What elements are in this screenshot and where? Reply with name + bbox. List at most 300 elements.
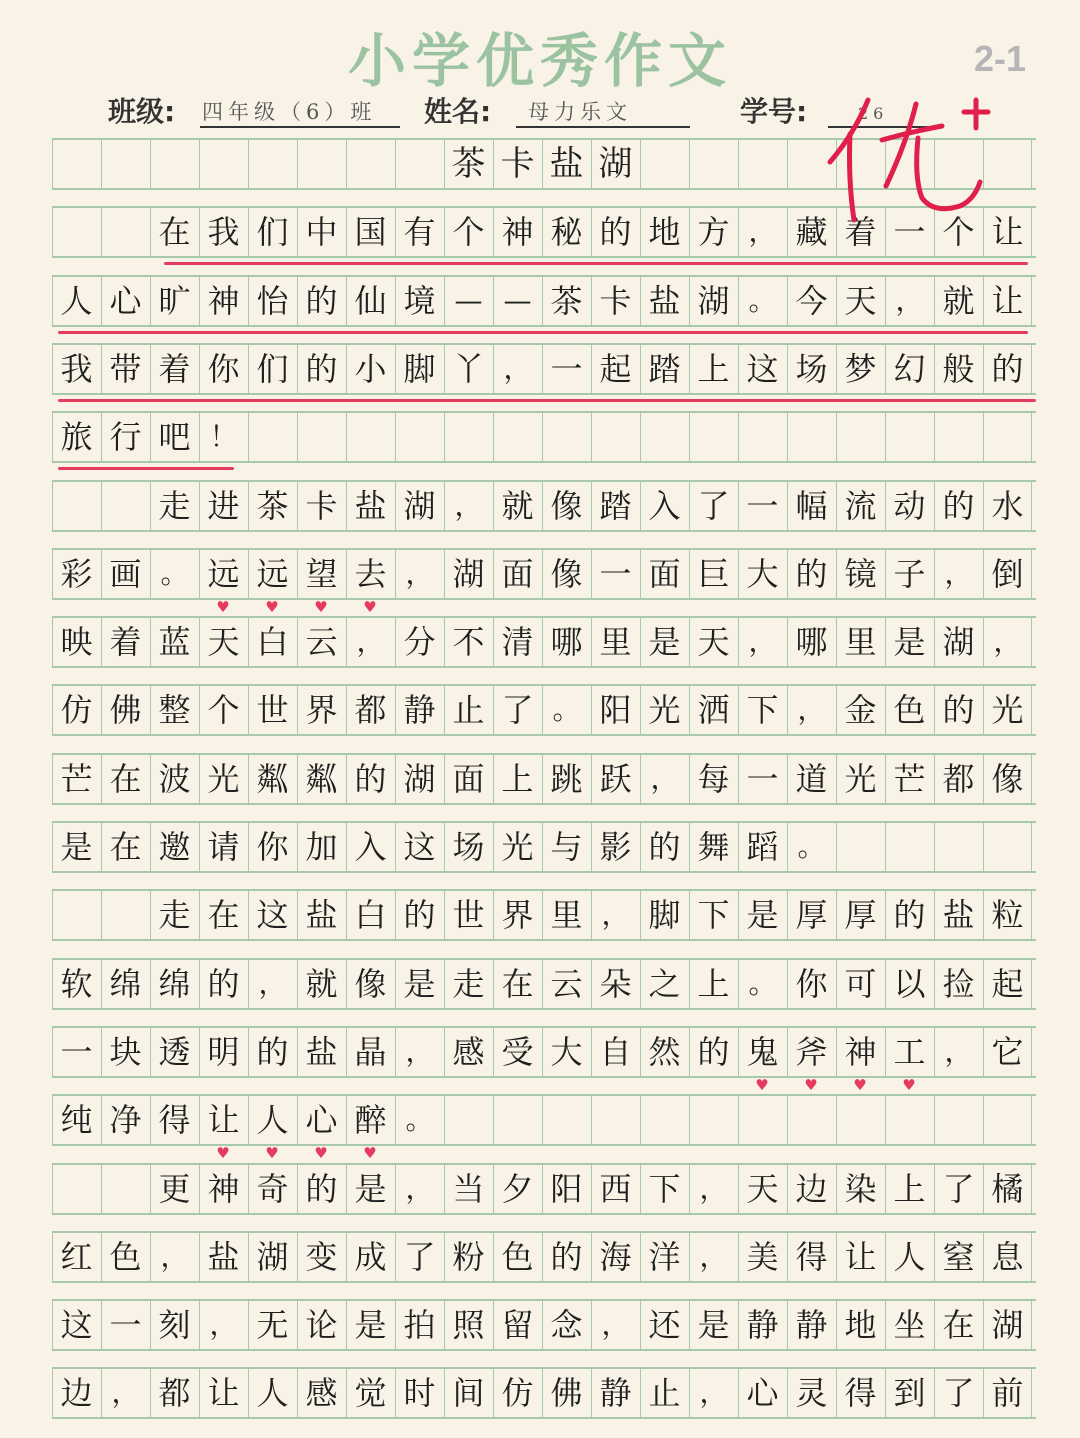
essay-character: 吧 (158, 418, 191, 456)
heart-mark-icon: ♥ (314, 598, 328, 616)
essay-character: 边 (795, 1170, 828, 1208)
essay-character: 光 (991, 691, 1024, 729)
essay-character: 像 (550, 555, 583, 593)
essay-character: 佛 (109, 691, 142, 729)
essay-character: ， (895, 284, 924, 317)
essay-character: 窒 (942, 1238, 975, 1276)
essay-character: 了 (942, 1374, 975, 1412)
class-label: 班级: (108, 95, 176, 128)
essay-character: 都 (158, 1374, 191, 1412)
heart-mark-icon: ♥ (265, 598, 279, 616)
essay-character: 的 (795, 555, 828, 593)
essay-character: 盐 (942, 896, 975, 934)
essay-character: 着 (844, 213, 877, 251)
essay-character: 脚 (403, 350, 436, 388)
essay-character: ， (258, 967, 287, 1000)
grid-cell (150, 140, 199, 188)
essay-character: 面 (648, 555, 681, 593)
grid-cell (836, 823, 885, 871)
essay-character: 望 (305, 555, 338, 593)
essay-character: 在 (942, 1306, 975, 1344)
essay-character: 绵 (158, 965, 191, 1003)
essay-character: 的 (942, 691, 975, 729)
essay-character: 照 (452, 1306, 485, 1344)
essay-character: 色 (501, 1238, 534, 1276)
grid-cell (52, 1165, 101, 1213)
essay-character: 里 (599, 623, 632, 661)
essay-character: 像 (550, 487, 583, 525)
essay-character: 一 (893, 213, 926, 251)
essay-character: 像 (354, 965, 387, 1003)
essay-character: 奇 (256, 1170, 289, 1208)
essay-line (52, 548, 1036, 600)
essay-character: 更 (158, 1170, 191, 1208)
essay-line (52, 1299, 1036, 1351)
essay-character: 湖 (697, 282, 730, 320)
heart-mark-icon: ♥ (853, 1076, 867, 1094)
grid-cell (52, 140, 101, 188)
essay-character: ， (748, 625, 777, 658)
essay-line (52, 616, 1036, 668)
essay-character: 里 (550, 896, 583, 934)
essay-character: 了 (942, 1170, 975, 1208)
grid-cell (395, 140, 444, 188)
essay-character: 纯 (60, 1101, 93, 1139)
essay-character: 在 (109, 828, 142, 866)
essay-character: 走 (452, 965, 485, 1003)
essay-character: 子 (893, 555, 926, 593)
essay-character: 刻 (158, 1306, 191, 1344)
essay-character: 中 (305, 213, 338, 251)
essay-character: 光 (844, 760, 877, 798)
essay-character: 是 (697, 1306, 730, 1344)
essay-character: 染 (844, 1170, 877, 1208)
essay-character: 我 (60, 350, 93, 388)
essay-character: 粉 (452, 1238, 485, 1276)
essay-character: 让 (991, 213, 1024, 251)
essay-line (52, 821, 1036, 873)
essay-line (52, 1367, 1036, 1419)
essay-character: 自 (599, 1033, 632, 1071)
essay-line (52, 275, 1036, 327)
essay-character: 的 (305, 282, 338, 320)
grid-cell (52, 891, 101, 939)
essay-character: 是 (648, 623, 681, 661)
essay-character: 厚 (795, 896, 828, 934)
grid-cell (738, 140, 787, 188)
essay-character: 踏 (648, 350, 681, 388)
grid-cell (297, 140, 346, 188)
grid-cell (101, 140, 150, 188)
essay-character: 透 (158, 1033, 191, 1071)
essay-character: 你 (795, 965, 828, 1003)
grid-cell (738, 1096, 787, 1144)
essay-character: 今 (795, 282, 828, 320)
essay-character: 朵 (599, 965, 632, 1003)
heart-mark-icon: ♥ (804, 1076, 818, 1094)
class-underline (200, 126, 400, 128)
grid-cell (983, 1096, 1032, 1144)
essay-character: 湖 (403, 487, 436, 525)
essay-character: 盐 (305, 1033, 338, 1071)
essay-line (52, 684, 1036, 736)
essay-character: ， (650, 762, 679, 795)
grid-cell (836, 413, 885, 461)
essay-character: 我 (207, 213, 240, 251)
essay-character: 静 (795, 1306, 828, 1344)
essay-character: 人 (256, 1374, 289, 1412)
essay-character: 息 (991, 1238, 1024, 1276)
essay-character: 是 (746, 896, 779, 934)
essay-line (52, 480, 1036, 532)
essay-character: 就 (305, 965, 338, 1003)
essay-character: 阳 (550, 1170, 583, 1208)
essay-character: 一 (550, 350, 583, 388)
essay-character: 带 (109, 350, 142, 388)
essay-character: 入 (354, 828, 387, 866)
grid-cell (591, 413, 640, 461)
essay-character: ， (160, 1240, 189, 1273)
essay-character: 的 (648, 828, 681, 866)
essay-character: 静 (746, 1306, 779, 1344)
essay-character: 在 (501, 965, 534, 1003)
essay-character: 的 (942, 487, 975, 525)
grid-cell (248, 140, 297, 188)
essay-character: 哪 (550, 623, 583, 661)
essay-character: 映 (60, 623, 93, 661)
essay-character: 跳 (550, 760, 583, 798)
essay-character: 界 (501, 896, 534, 934)
essay-character: 与 (550, 828, 583, 866)
essay-character: 还 (648, 1306, 681, 1344)
essay-character: 天 (746, 1170, 779, 1208)
essay-character: 湖 (942, 623, 975, 661)
essay-character: 跃 (599, 760, 632, 798)
essay-character: 洋 (648, 1238, 681, 1276)
essay-character: 梦 (844, 350, 877, 388)
essay-character: 巨 (697, 555, 730, 593)
grid-cell (444, 1096, 493, 1144)
essay-character: 佛 (550, 1374, 583, 1412)
essay-character: 影 (599, 828, 632, 866)
essay-character: 神 (207, 1170, 240, 1208)
essay-character: 晶 (354, 1033, 387, 1071)
grid-cell (787, 413, 836, 461)
essay-character: 的 (354, 760, 387, 798)
essay-character: 上 (893, 1170, 926, 1208)
essay-character: 脚 (648, 896, 681, 934)
essay-character: 们 (256, 350, 289, 388)
essay-character: 芒 (60, 760, 93, 798)
essay-character: 天 (844, 282, 877, 320)
essay-character: 仙 (354, 282, 387, 320)
essay-character: 大 (550, 1033, 583, 1071)
essay-character: 有 (403, 213, 436, 251)
essay-character: 进 (207, 487, 240, 525)
student-id-value: 26 (858, 104, 889, 123)
essay-character: 卡 (305, 487, 338, 525)
essay-character: 大 (746, 555, 779, 593)
essay-character: 盐 (354, 487, 387, 525)
essay-character: 西 (599, 1170, 632, 1208)
essay-character: 海 (599, 1238, 632, 1276)
essay-character: 神 (844, 1033, 877, 1071)
essay-character: ， (601, 898, 630, 931)
essay-character: 。 (748, 967, 777, 1000)
essay-character: 行 (109, 418, 142, 456)
essay-character: 像 (991, 760, 1024, 798)
essay-character: 斧 (795, 1033, 828, 1071)
essay-character: 舞 (697, 828, 730, 866)
essay-character: 绵 (109, 965, 142, 1003)
grid-cell (885, 1096, 934, 1144)
essay-character: 茶 (550, 282, 583, 320)
essay-character: 人 (256, 1101, 289, 1139)
essay-character: 不 (452, 623, 485, 661)
essay-character: 着 (109, 623, 142, 661)
essay-character: ， (944, 1035, 973, 1068)
essay-character: 粒 (991, 896, 1024, 934)
essay-character: 人 (60, 282, 93, 320)
essay-character: 前 (991, 1374, 1024, 1412)
essay-character: 止 (452, 691, 485, 729)
essay-character: 云 (305, 623, 338, 661)
name-label: 姓名: (424, 95, 492, 128)
essay-character: 让 (991, 282, 1024, 320)
essay-character: 止 (648, 1374, 681, 1412)
essay-character: 画 (109, 555, 142, 593)
essay-character: 湖 (452, 555, 485, 593)
essay-character: 入 (648, 487, 681, 525)
essay-character: 场 (452, 828, 485, 866)
essay-character: 橘 (991, 1170, 1024, 1208)
essay-character: 湖 (598, 144, 633, 184)
essay-character: 秘 (550, 213, 583, 251)
essay-character: 净 (109, 1101, 142, 1139)
essay-character: 卡 (599, 282, 632, 320)
essay-character: 芒 (893, 760, 926, 798)
essay-character: 方 (697, 213, 730, 251)
name-underline (516, 126, 690, 128)
essay-character: 了 (501, 691, 534, 729)
essay-character: 场 (795, 350, 828, 388)
grid-cell (689, 140, 738, 188)
essay-character: 彩 (60, 555, 93, 593)
essay-character: 流 (844, 487, 877, 525)
essay-line (52, 1026, 1036, 1078)
grid-cell (689, 413, 738, 461)
essay-character: ， (405, 557, 434, 590)
grid-cell (346, 140, 395, 188)
essay-character: 每 (697, 760, 730, 798)
grid-cell (346, 413, 395, 461)
page-heading: 小学优秀作文 (347, 27, 732, 95)
essay-character: 无 (256, 1306, 289, 1344)
essay-character: 软 (60, 965, 93, 1003)
grid-cell (640, 1096, 689, 1144)
teacher-underline (58, 331, 1028, 334)
grid-cell (640, 413, 689, 461)
name-value: 母力乐文 (528, 100, 632, 124)
essay-line (52, 1094, 1036, 1146)
essay-character: 上 (501, 760, 534, 798)
essay-character: 之 (648, 965, 681, 1003)
essay-character: 请 (207, 828, 240, 866)
essay-character: 在 (207, 896, 240, 934)
essay-character: 下 (697, 896, 730, 934)
essay-character: 旷 (158, 282, 191, 320)
essay-character: 镜 (844, 555, 877, 593)
essay-character: 的 (697, 1033, 730, 1071)
essay-character: 的 (256, 1033, 289, 1071)
essay-character: 一 (599, 555, 632, 593)
essay-character: 在 (158, 213, 191, 251)
heart-mark-icon: ♥ (363, 598, 377, 616)
essay-character: 下 (746, 691, 779, 729)
grid-cell (199, 140, 248, 188)
essay-character: 。 (405, 1103, 434, 1136)
essay-character: 变 (305, 1238, 338, 1276)
essay-character: 分 (403, 623, 436, 661)
essay-character: 得 (844, 1374, 877, 1412)
essay-character: 是 (354, 1170, 387, 1208)
essay-character: 般 (942, 350, 975, 388)
grid-cell (52, 482, 101, 530)
grid-cell (101, 891, 150, 939)
essay-character: 国 (354, 213, 387, 251)
essay-character: 仿 (501, 1374, 534, 1412)
essay-character: ， (699, 1240, 728, 1273)
essay-character: 幅 (795, 487, 828, 525)
essay-character: 踏 (599, 487, 632, 525)
essay-character: 了 (697, 487, 730, 525)
essay-character: 块 (109, 1033, 142, 1071)
essay-character: 光 (501, 828, 534, 866)
heart-mark-icon: ♥ (216, 598, 230, 616)
essay-character: 捡 (942, 965, 975, 1003)
essay-character: 盐 (305, 896, 338, 934)
essay-character: 境 (403, 282, 436, 320)
essay-character: 界 (305, 691, 338, 729)
essay-character: 一 (109, 1306, 142, 1344)
teacher-underline (58, 399, 1036, 402)
essay-character: 走 (158, 487, 191, 525)
essay-character: 仿 (60, 691, 93, 729)
grade-mark-you-plus (810, 82, 1000, 232)
grid-cell (493, 1096, 542, 1144)
essay-character: 邀 (158, 828, 191, 866)
essay-character: 在 (109, 760, 142, 798)
essay-character: 整 (158, 691, 191, 729)
essay-character: ， (944, 557, 973, 590)
grid-cell (101, 1165, 150, 1213)
essay-character: 工 (893, 1033, 926, 1071)
essay-character: 就 (942, 282, 975, 320)
essay-character: 一 (746, 487, 779, 525)
essay-character: 世 (256, 691, 289, 729)
essay-character: 这 (256, 896, 289, 934)
essay-character: 当 (452, 1170, 485, 1208)
essay-character: 色 (109, 1238, 142, 1276)
essay-character: 盐 (207, 1238, 240, 1276)
essay-character: 厚 (844, 896, 877, 934)
essay-character: 起 (599, 350, 632, 388)
essay-character: 清 (501, 623, 534, 661)
writing-grid (52, 138, 1036, 1438)
essay-character: 动 (893, 487, 926, 525)
essay-character: 云 (550, 965, 583, 1003)
essay-character: 是 (60, 828, 93, 866)
heart-mark-icon: ♥ (216, 1144, 230, 1162)
grid-cell (885, 823, 934, 871)
essay-character: 湖 (991, 1306, 1024, 1344)
essay-character: 盐 (648, 282, 681, 320)
essay-character: 上 (697, 965, 730, 1003)
essay-character: 时 (403, 1374, 436, 1412)
essay-character: 走 (158, 896, 191, 934)
essay-character: 波 (158, 760, 191, 798)
essay-character: 觉 (354, 1374, 387, 1412)
essay-character: 的 (893, 896, 926, 934)
essay-character: 下 (648, 1170, 681, 1208)
essay-character: 念 (550, 1306, 583, 1344)
essay-character: 是 (893, 623, 926, 661)
essay-character: 人 (893, 1238, 926, 1276)
essay-character: 个 (942, 213, 975, 251)
essay-character: 神 (501, 213, 534, 251)
essay-character: 色 (893, 691, 926, 729)
essay-character: 粼 (256, 760, 289, 798)
essay-character: ， (454, 489, 483, 522)
grid-cell (885, 413, 934, 461)
essay-character: 小 (354, 350, 387, 388)
essay-character: 神 (207, 282, 240, 320)
essay-character: 然 (648, 1033, 681, 1071)
essay-character: ， (111, 1376, 140, 1409)
essay-character: 里 (844, 623, 877, 661)
essay-character: 夕 (501, 1170, 534, 1208)
essay-character: 起 (991, 965, 1024, 1003)
essay-character: 天 (697, 623, 730, 661)
essay-character: 个 (452, 213, 485, 251)
essay-character: 心 (746, 1374, 779, 1412)
essay-character: 一 (746, 760, 779, 798)
essay-character: 个 (207, 691, 240, 729)
essay-character: 卡 (500, 144, 535, 184)
essay-character: 阳 (599, 691, 632, 729)
essay-character: 静 (599, 1374, 632, 1412)
essay-character: 蓝 (158, 623, 191, 661)
grid-cell (934, 413, 983, 461)
essay-character: 的 (207, 965, 240, 1003)
essay-character: 灵 (795, 1374, 828, 1412)
grid-cell (934, 823, 983, 871)
essay-character: 道 (795, 760, 828, 798)
essay-character: 蹈 (746, 828, 779, 866)
essay-character: 。 (797, 830, 826, 863)
essay-character: 它 (991, 1033, 1024, 1071)
essay-character: 湖 (256, 1238, 289, 1276)
essay-character: 间 (452, 1374, 485, 1412)
page-number: 2-1 (973, 38, 1026, 79)
essay-character: — (503, 284, 532, 317)
essay-character: 洒 (697, 691, 730, 729)
essay-character: 。 (160, 557, 189, 590)
essay-character: 是 (403, 965, 436, 1003)
essay-character: 这 (60, 1306, 93, 1344)
essay-character: 你 (256, 828, 289, 866)
essay-character: 让 (207, 1101, 240, 1139)
